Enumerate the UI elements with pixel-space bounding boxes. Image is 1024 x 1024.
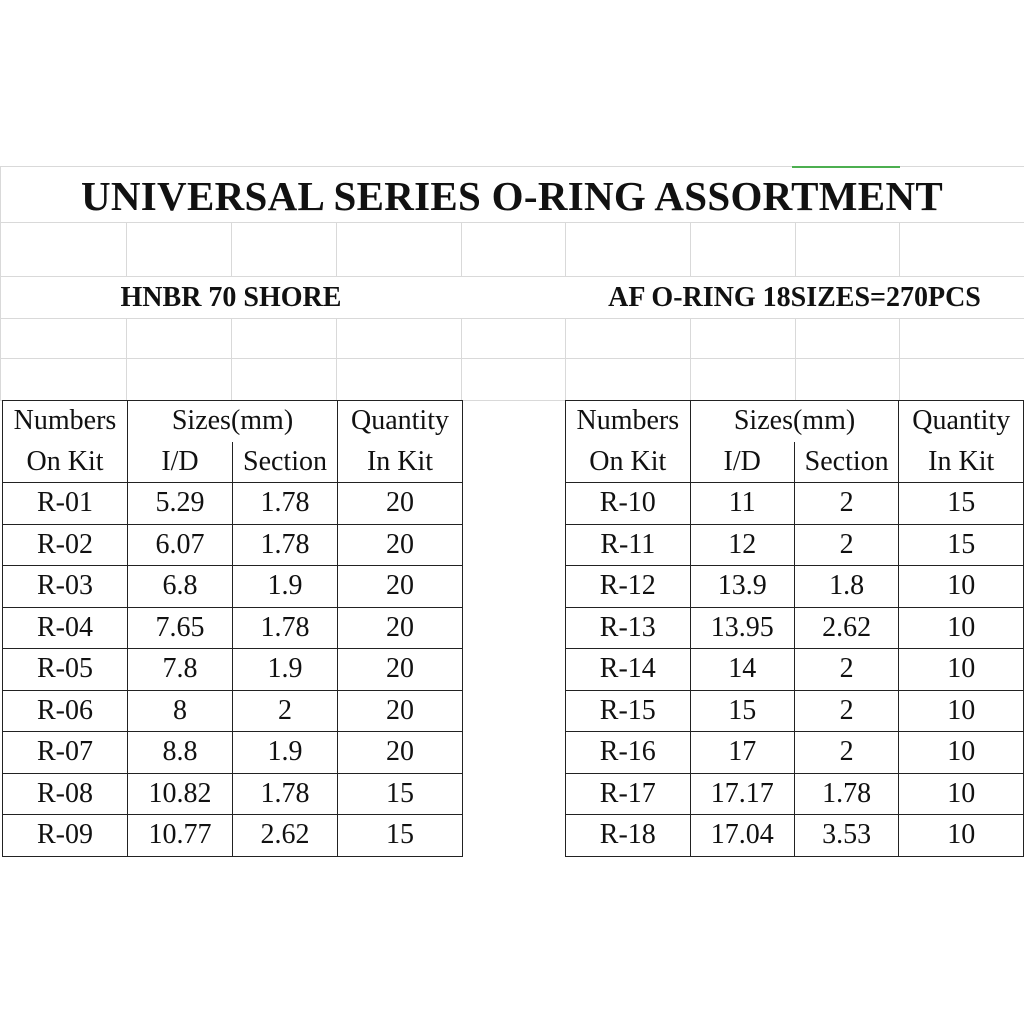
cell-section: 1.78 — [233, 483, 338, 525]
cell-quantity: 20 — [338, 732, 463, 774]
cell-quantity: 20 — [338, 566, 463, 608]
cell-section: 2.62 — [794, 607, 899, 649]
table-row — [3, 690, 463, 732]
gridline — [690, 318, 691, 400]
cell-kit-number: R-04 — [3, 607, 128, 649]
gridline — [461, 318, 462, 400]
table-row — [566, 524, 1024, 566]
table-row — [3, 524, 463, 566]
gridline — [899, 318, 900, 400]
header-numbers: Numbers — [566, 401, 691, 442]
cell-section: 1.9 — [233, 732, 338, 774]
cell-section: 2 — [794, 732, 899, 774]
cell-section: 2 — [233, 690, 338, 732]
cell-section: 1.78 — [233, 524, 338, 566]
cell-kit-number: R-05 — [3, 649, 128, 691]
table-subheader-row — [566, 442, 1024, 483]
cell-inner-diameter: 11 — [690, 483, 794, 525]
cell-inner-diameter: 6.07 — [128, 524, 233, 566]
cell-quantity: 10 — [899, 649, 1024, 691]
header-sizes: Sizes(mm) — [128, 401, 338, 442]
table-row — [3, 483, 463, 525]
cell-section: 2 — [794, 649, 899, 691]
table-row — [566, 815, 1024, 857]
cell-section: 1.78 — [233, 773, 338, 815]
cell-quantity: 10 — [899, 773, 1024, 815]
cell-kit-number: R-16 — [566, 732, 691, 774]
cell-section: 1.8 — [794, 566, 899, 608]
cell-inner-diameter: 6.8 — [128, 566, 233, 608]
gridline — [336, 222, 337, 276]
gridline — [899, 222, 900, 276]
right-section-subtitle: AF O-RING 18SIZES=270PCS — [608, 282, 981, 313]
cell-quantity: 15 — [899, 483, 1024, 525]
cell-kit-number: R-15 — [566, 690, 691, 732]
cell-inner-diameter: 17.17 — [690, 773, 794, 815]
cell-kit-number: R-10 — [566, 483, 691, 525]
cell-inner-diameter: 10.82 — [128, 773, 233, 815]
cell-quantity: 10 — [899, 815, 1024, 857]
cell-kit-number: R-11 — [566, 524, 691, 566]
cell-quantity: 15 — [338, 815, 463, 857]
cell-section: 2.62 — [233, 815, 338, 857]
cell-quantity: 20 — [338, 649, 463, 691]
cell-quantity: 15 — [338, 773, 463, 815]
table-row — [3, 649, 463, 691]
cell-kit-number: R-09 — [3, 815, 128, 857]
gridline — [461, 222, 462, 276]
cell-quantity: 10 — [899, 690, 1024, 732]
table-row — [566, 607, 1024, 649]
table-row — [566, 690, 1024, 732]
cell-inner-diameter: 12 — [690, 524, 794, 566]
gridline — [690, 222, 691, 276]
header-id: I/D — [690, 442, 794, 483]
table-subheader-row — [3, 442, 463, 483]
header-id: I/D — [128, 442, 233, 483]
cell-section: 2 — [794, 524, 899, 566]
header-section: Section — [794, 442, 899, 483]
gridline — [0, 358, 1024, 359]
cell-kit-number: R-03 — [3, 566, 128, 608]
cell-inner-diameter: 17.04 — [690, 815, 794, 857]
cell-quantity: 20 — [338, 483, 463, 525]
gridline — [126, 318, 127, 400]
left-oring-table — [2, 400, 463, 857]
cell-section: 3.53 — [794, 815, 899, 857]
cell-kit-number: R-08 — [3, 773, 128, 815]
cell-inner-diameter: 7.65 — [128, 607, 233, 649]
cell-kit-number: R-01 — [3, 483, 128, 525]
cell-quantity: 10 — [899, 732, 1024, 774]
cell-inner-diameter: 8.8 — [128, 732, 233, 774]
cell-section: 1.78 — [794, 773, 899, 815]
gridline — [336, 318, 337, 400]
gridline — [565, 222, 566, 276]
cell-kit-number: R-12 — [566, 566, 691, 608]
table-row — [566, 566, 1024, 608]
cell-quantity: 10 — [899, 607, 1024, 649]
header-numbers: Numbers — [3, 401, 128, 442]
page-title: UNIVERSAL SERIES O-RING ASSORTMENT — [80, 173, 943, 219]
header-on-kit: On Kit — [566, 442, 691, 483]
cell-inner-diameter: 5.29 — [128, 483, 233, 525]
gridline — [795, 318, 796, 400]
table-row — [566, 773, 1024, 815]
table-row — [3, 566, 463, 608]
cell-inner-diameter: 14 — [690, 649, 794, 691]
cell-kit-number: R-07 — [3, 732, 128, 774]
table-row — [3, 815, 463, 857]
cell-kit-number: R-17 — [566, 773, 691, 815]
table-row — [566, 732, 1024, 774]
table-row — [3, 773, 463, 815]
table-header-row — [566, 401, 1024, 442]
cell-inner-diameter: 7.8 — [128, 649, 233, 691]
gridline — [565, 318, 566, 400]
cell-section: 2 — [794, 690, 899, 732]
cell-section: 2 — [794, 483, 899, 525]
cell-selection-marker — [792, 166, 900, 168]
cell-inner-diameter: 10.77 — [128, 815, 233, 857]
cell-inner-diameter: 17 — [690, 732, 794, 774]
cell-quantity: 15 — [899, 524, 1024, 566]
table-header-row — [3, 401, 463, 442]
cell-inner-diameter: 13.95 — [690, 607, 794, 649]
gridline — [231, 318, 232, 400]
cell-quantity: 20 — [338, 607, 463, 649]
cell-section: 1.9 — [233, 649, 338, 691]
cell-kit-number: R-02 — [3, 524, 128, 566]
cell-kit-number: R-06 — [3, 690, 128, 732]
gridline — [0, 276, 1024, 277]
header-on-kit: On Kit — [3, 442, 128, 483]
gridline — [0, 318, 1024, 319]
gridline — [231, 222, 232, 276]
table-row — [566, 483, 1024, 525]
cell-kit-number: R-18 — [566, 815, 691, 857]
cell-section: 1.78 — [233, 607, 338, 649]
gridline — [126, 222, 127, 276]
header-in-kit: In Kit — [899, 442, 1024, 483]
header-sizes: Sizes(mm) — [690, 401, 899, 442]
header-in-kit: In Kit — [338, 442, 463, 483]
cell-section: 1.9 — [233, 566, 338, 608]
table-row — [3, 607, 463, 649]
table-row — [3, 732, 463, 774]
gridline — [795, 222, 796, 276]
cell-quantity: 10 — [899, 566, 1024, 608]
header-quantity: Quantity — [338, 401, 463, 442]
header-quantity: Quantity — [899, 401, 1024, 442]
cell-inner-diameter: 15 — [690, 690, 794, 732]
gridline — [0, 222, 1024, 223]
cell-quantity: 20 — [338, 690, 463, 732]
cell-quantity: 20 — [338, 524, 463, 566]
cell-kit-number: R-14 — [566, 649, 691, 691]
cell-inner-diameter: 8 — [128, 690, 233, 732]
header-section: Section — [233, 442, 338, 483]
right-oring-table — [565, 400, 1024, 857]
left-section-subtitle: HNBR 70 SHORE — [120, 282, 342, 313]
table-row — [566, 649, 1024, 691]
cell-inner-diameter: 13.9 — [690, 566, 794, 608]
cell-kit-number: R-13 — [566, 607, 691, 649]
